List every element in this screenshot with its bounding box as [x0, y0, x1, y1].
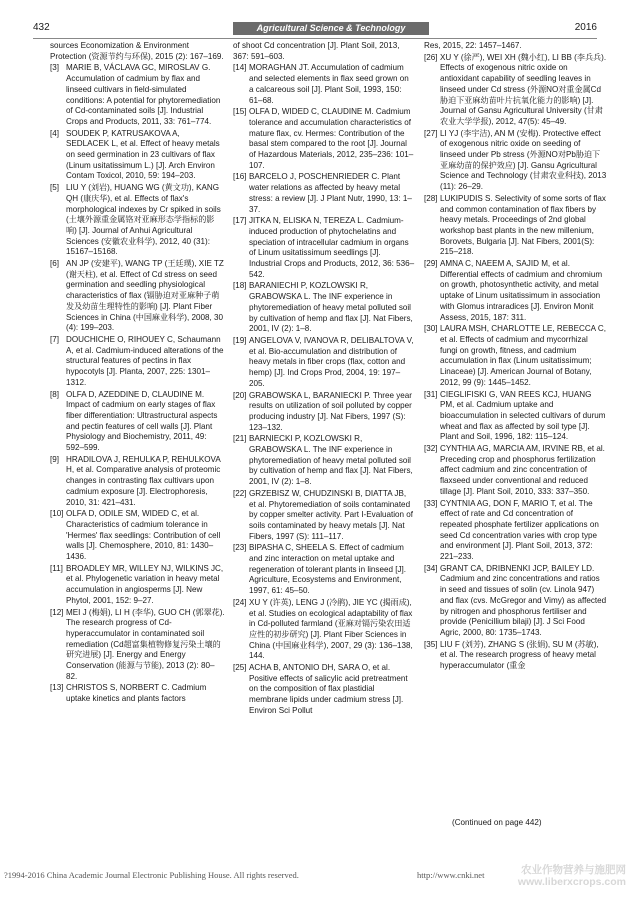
reference-continuation: sources Economization & Environment Protection (资源节约与环保), 2015 (2): 167–169.: [50, 41, 224, 61]
reference-number: [30]: [424, 324, 438, 334]
reference-number: [29]: [424, 259, 438, 269]
reference-number: [6]: [50, 259, 59, 269]
reference-number: [26]: [424, 52, 438, 62]
reference-number: [12]: [50, 607, 64, 617]
reference-item: [233, 434, 415, 488]
reference-item: [424, 194, 607, 258]
reference-item: [50, 129, 225, 183]
reference-text: BIPASHA C, SHEELA S. Effect of cadmium and zinc interaction on metal uptake and regeneration of tolerant plants in linseed [J]. Agriculture, Ecosystems and Environment, 1997, 61: 45–50.: [249, 543, 407, 596]
reference-item: [424, 390, 607, 444]
reference-text: CYNTHIA AG, MARCIA AM, IRVINE RB, et al. Preceding crop and phosphorus fertilization affect cadmium and zinc concentration of flaxseed under conventional and reduced tillage [J]. Plant Soil, 2010, 333: 337–350.: [440, 444, 605, 496]
reference-item: [50, 455, 225, 509]
reference-text: BARCELO J, POSCHENRIEDER C. Plant water relations as affected by heavy metal stress: a review [J]. J Plant Nutr, 1990, 13: 1–37.: [249, 172, 412, 214]
reference-number: [4]: [50, 128, 59, 138]
reference-item: [233, 489, 415, 543]
reference-text: BARNIECKI P, KOZLOWSKI R, GRABOWSKA L. The INF experience in phytoremediation of heavy metal polluted soil by cultivation of hemp and flax [J]. Nat Fibers, 2001, IV (2): 1–8.: [249, 434, 413, 487]
reference-number: [13]: [50, 683, 64, 693]
header-rule: [33, 38, 597, 39]
reference-text: MORAGHAN JT. Accumulation of cadmium and selected elements in flax seed grown on a calcareous soil [J]. Plant Soil, 1993, 150: 61–68.: [249, 63, 409, 105]
reference-number: [3]: [50, 63, 59, 73]
reference-number: [18]: [233, 281, 247, 291]
reference-number: [7]: [50, 334, 59, 344]
reference-number: [9]: [50, 454, 59, 464]
reference-item: [424, 444, 607, 498]
cnki-url: http://www.cnki.net: [417, 870, 485, 880]
reference-number: [16]: [233, 172, 247, 182]
column-right: [424, 41, 607, 673]
reference-number: [35]: [424, 639, 438, 649]
reference-item: [50, 63, 225, 127]
reference-item: [50, 183, 225, 258]
reference-item: [424, 564, 607, 639]
reference-item: [424, 640, 607, 672]
reference-number: [14]: [233, 63, 247, 73]
reference-item: [233, 663, 415, 717]
copyright-line: ?1994-2016 China Academic Journal Electronic Publishing House. All rights reserved.: [4, 870, 299, 880]
reference-item: [50, 335, 225, 389]
reference-item: [233, 216, 415, 280]
reference-number: [23]: [233, 543, 247, 553]
reference-item: [50, 683, 225, 704]
reference-text: DOUCHICHE O, RIHOUEY C, Schaumann A, et al. Cadmium-induced alterations of the structural features of pectins in flax hypocotyls [J]. Planta, 2007, 225: 1301–1312.: [66, 334, 224, 387]
reference-number: [24]: [233, 597, 247, 607]
reference-number: [28]: [424, 193, 438, 203]
reference-number: [27]: [424, 128, 438, 138]
reference-number: [19]: [233, 335, 247, 345]
page-number: 432: [33, 22, 50, 33]
reference-item: [233, 107, 415, 171]
reference-item: [424, 324, 607, 388]
reference-number: [10]: [50, 509, 64, 519]
reference-number: [22]: [233, 488, 247, 498]
reference-number: [21]: [233, 434, 247, 444]
publication-year: 2016: [574, 22, 597, 33]
reference-item: [424, 499, 607, 563]
reference-text: GRABOWSKA L, BARANIECKI P. Three year results on utilization of soil polluted by copper producing industry [J]. Nat Fibers, 1997 (S): 123–132.: [249, 390, 412, 432]
reference-number: [17]: [233, 216, 247, 226]
reference-text: ANGELOVA V, IVANOVA R, DELIBALTOVA V, et al. Bio-accumulation and distribution of heavy metals in fiber crops (flax, cotton and hemp) [J]. Ind Crops Prod, 2004, 19: 197–205.: [249, 335, 414, 388]
watermark-url: www.liberxcrops.com: [517, 876, 626, 888]
reference-text: XU Y (许英), LENG J (冷鹃), JIE YC (揭雨成), et al. Studies on ecological adaptability of flax in Cd-polluted farmland (亚麻对镉污染农田适应性的初步研究) [J]. Plant Fiber Sciences in China (中国麻业科学), 2007, 29 (3): 136–138, 144.: [249, 597, 413, 661]
reference-item: [50, 564, 225, 607]
reference-text: OLFA D, ODILE SM, WIDED C, et al. Characteristics of cadmium tolerance in 'Hermes' flax seedlings: Contribution of cell walls [J]. Chemosphere, 2010, 81: 1430–1436.: [66, 509, 221, 562]
column-middle: [233, 41, 415, 718]
reference-continuation: Res, 2015, 22: 1457–1467.: [424, 41, 522, 50]
reference-item: [50, 509, 225, 563]
site-watermark: [510, 864, 626, 888]
reference-continuation: of shoot Cd concentration [J]. Plant Soil, 2013, 367: 591–603.: [233, 41, 400, 61]
column-left: [50, 41, 225, 706]
reference-item: [424, 53, 607, 128]
reference-number: [15]: [233, 107, 247, 117]
reference-number: [34]: [424, 563, 438, 573]
reference-number: [11]: [50, 563, 63, 573]
reference-text: MEI J (梅娟), LI H (李华), GUO CH (郭翠花). The research progress of Cd-hyperaccumulator in contaminated soil remediation (Cd超富集植物修复污染土壤的研究进展) [J]. Energy and Energy Conservation (能源与节能), 2013 (2): 80–82.: [66, 607, 225, 681]
journal-title: Agricultural Science & Technology: [233, 22, 429, 35]
reference-text: BARANIECHI P, KOZLOWSKI R, GRABOWSKA L. The INF experience in phytoremediation of heavy metal polluted soil by cultivation of hemp and flax [J]. Nat Fibers, 2001, IV (2): 1–8.: [249, 281, 413, 334]
reference-number: [33]: [424, 498, 438, 508]
reference-item: [424, 129, 607, 193]
reference-text: LUKIPUDIS S. Selectivity of some sorts of flax and common contamination of flax fibers by heavy metals. Proceedings of 2nd global workshop bast plants in the new millenium, Borovets, Bulgaria [J]. Nat Fibers, 2001(S): 215–218.: [440, 193, 606, 257]
reference-text: JITKA N, ELISKA N, TEREZA L. Cadmium-induced production of phytochelatins and speciation of intracellular cadmium in organs of Linum usitatissimum seedlings [J]. Industrial Crops and Products, 2012, 36: 536–542.: [249, 216, 415, 279]
reference-text: XU Y (徐严), WEI XH (魏小红), LI BB (李兵兵). Effects of exogenous nitric oxide on antioxidant capability of seedling leaves in linseed under Cd stress (外源NO对重金属Cd胁迫下亚麻幼苗叶片抗氧化能力的影响) [J]. Journal of Gansu Agricultural University (甘肃农业大学学报), 2012, 47(5): 45–49.: [440, 52, 607, 126]
reference-text: AN JP (安建平), WANG TP (王廷璞), XIE TZ (谢天柱), et al. Effect of Cd stress on seed germination and seedling physiological characteristics of flax (镉胁迫对亚麻种子萌发及幼苗生理特性的影响) [J]. Plant Fiber Sciences in China (中国麻业科学), 2008, 30 (4): 199–203.: [66, 259, 224, 333]
reference-text: BROADLEY MR, WILLEY NJ, WILKINS JC, et al. Phylogenetic variation in heavy metal accumulation in angiosperms [J]. New Phytol, 2001, 152: 9–27.: [66, 563, 224, 605]
reference-text: OLFA D, AZEDDINE D, CLAUDINE M. Impact of cadmium on early stages of flax fiber differentiation: Ultrastructural aspects and pectin features of cell walls [J]. Plant Physiology and Biochemistry, 2011, 49: 592–599.: [66, 389, 218, 453]
watermark-cn: 农业作物营养与施肥网: [521, 864, 626, 876]
reference-item: [233, 336, 415, 390]
reference-text: GRZEBISZ W, CHUDZINSKI B, DIATTA JB, et al. Phytoremediation of soils contaminated by copper smelter activity. Part I-Evaluation of soils contaminated by heavy metals [J]. Nat Fibers, 1997 (S): 111–117.: [249, 488, 414, 541]
reference-item: [50, 390, 225, 454]
reference-text: AMNA C, NAEEM A, SAJID M, et al. Differential effects of cadmium and chromium on growth, photosynthetic activity, and metal uptake of Linum usitatissimum in association with Glomus intraradices [J]. Environ Monit Assess, 2015, 187: 311.: [440, 259, 603, 322]
reference-text: MARIE B, VÁCLAVA GC, MIROSLAV G. Accumulation of cadmium by flax and linseed cultivars in field-simulated conditions: A potential for phytoremediation of Cd-contaminated soils [J]. Industrial Crops and Products, 2011, 33: 761–774.: [66, 63, 221, 126]
reference-text: SOUDEK P, KATRUSAKOVA A, SEDLACEK L, et al. Effect of heavy metals on seed germination in 23 cultivars of flax (Linum usitatissimum L.) [J]. Arch Environ Contam Toxicol, 2010, 59: 194–203.: [66, 128, 220, 181]
page-header: [33, 22, 597, 36]
reference-text: CIEGLIFISKI G, VAN REES KCJ, HUANG PM, et al. Cadmium uptake and bioaccumulation in selected cultivars of durum wheat and flax as affected by soil type [J]. Plant and Soil, 1996, 182: 115–124.: [440, 389, 606, 442]
reference-text: OLFA D, WIDED C, CLAUDINE M. Cadmium tolerance and accumulation characteristics of mature flax, cv. Hermes: Contribution of the basal stem compared to the root [J]. Journal of Hazardous Materials, 2012, 235–236: 101–107.: [249, 107, 414, 170]
reference-text: LAURA MSH, CHARLOTTE LE, REBECCA C, et al. Effects of cadmium and mycorrhizal fungi on growth, fitness, and cadmium accumulation in flax (Linum usitatissimum; Linaceae) [J]. American Journal of Botany, 2012, 99 (9): 1445–1452.: [440, 324, 606, 387]
reference-text: GRANT CA, DRIBNENKI JCP, BAILEY LD. Cadmium and zinc concentrations and ratios in seed and tissues of solin (cv. Linola 947) and flax (cvs. McGregor and Vimy) as affected by nitrogen and phosphorus fertiliser and provide (Penicillium bilaji) [J]. J Sci Food Agric, 2000, 80: 1735–1743.: [440, 563, 607, 637]
reference-text: LIU F (刘芳), ZHANG S (张娟), SU M (苏敏), et al. The research progress of heavy metal hyperaccumulator (重金: [440, 639, 599, 671]
reference-item: [233, 598, 415, 662]
reference-text: LI YJ (李宇洁), AN M (安梅). Protective effect of exogenous nitric oxide on seeding of linseed under Pb stress (外源NO对Pb胁迫下亚麻幼苗的保护效应) [J]. Gansu Agricultural Science and Technology (甘肃农业科技), 2013 (11): 26–29.: [440, 128, 607, 192]
reference-item: [233, 391, 415, 434]
reference-item: [424, 259, 607, 323]
reference-item: [233, 172, 415, 215]
reference-text: ACHA B, ANTONIO DH, SARA O, et al. Positive effects of salicylic acid pretreatment on the composition of flax plastidial membrane lipids under cadmium stress [J]. Environ Sci Pollut: [249, 663, 408, 715]
reference-text: LIU Y (刘岩), HUANG WG (黄文功), KANG QH (康庆华), et al. Effects of flax's morphological indexes by Cr spiked in soils (土壤外源重金属铬对亚麻形态学指标的影响) [J]. Journal of Anhui Agricultural Sciences (安徽农业科学), 2012, 40 (31): 15167–15168.: [66, 183, 221, 257]
reference-text: CYNTNIA AG, DON F, MARIO T, et al. The effect of rate and Cd concentration of repeated phosphate fertilizer applications on seed Cd concentration varies with crop type and environment [J]. Plant Soil, 2013, 372: 221–233.: [440, 498, 599, 562]
reference-number: [20]: [233, 390, 247, 400]
reference-number: [32]: [424, 444, 438, 454]
reference-item: [233, 543, 415, 597]
reference-number: [5]: [50, 183, 59, 193]
reference-item: [50, 608, 225, 683]
reference-number: [25]: [233, 663, 247, 673]
continued-note: (Continued on page 442): [452, 818, 542, 827]
reference-item: [50, 259, 225, 334]
reference-text: HRADILOVA J, REHULKA P, REHULKOVA H, et al. Comparative analysis of proteomic changes in contrasting flax cultivars upon cadmium exposure [J]. Electrophoresis, 2010, 31: 421–431.: [66, 454, 221, 507]
reference-item: [233, 281, 415, 335]
reference-item: [233, 63, 415, 106]
reference-number: [8]: [50, 389, 59, 399]
reference-number: [31]: [424, 389, 438, 399]
reference-text: CHRISTOS S, NORBERT C. Cadmium uptake kinetics and plants factors: [66, 683, 207, 704]
